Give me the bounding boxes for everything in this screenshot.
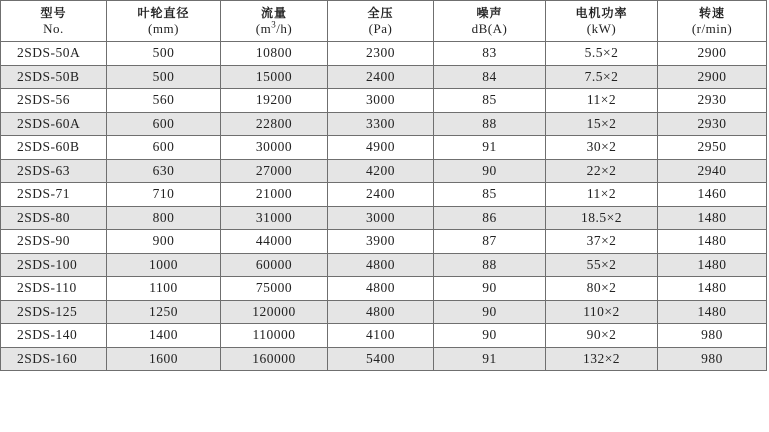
cell-model: 2SDS-63 [1, 159, 107, 183]
cell-impeller-diameter: 600 [107, 112, 221, 136]
cell-noise: 83 [434, 42, 546, 66]
cell-total-pressure: 2400 [328, 65, 434, 89]
cell-motor-power: 18.5×2 [546, 206, 658, 230]
cell-flow: 160000 [221, 347, 328, 371]
header-noise [434, 1, 546, 42]
cell-impeller-diameter: 710 [107, 183, 221, 207]
table-row [1, 89, 767, 113]
cell-flow: 31000 [221, 206, 328, 230]
cell-flow: 30000 [221, 136, 328, 160]
cell-noise: 91 [434, 136, 546, 160]
cell-noise: 84 [434, 65, 546, 89]
cell-motor-power: 22×2 [546, 159, 658, 183]
header-speed [658, 1, 767, 42]
cell-motor-power: 55×2 [546, 253, 658, 277]
cell-flow: 27000 [221, 159, 328, 183]
cell-speed: 2950 [658, 136, 767, 160]
cell-noise: 90 [434, 300, 546, 324]
cell-model: 2SDS-90 [1, 230, 107, 254]
header-speed-zh: 转速 [698, 6, 725, 20]
cell-impeller-diameter: 1400 [107, 324, 221, 348]
header-noise-zh: 噪声 [476, 6, 503, 20]
cell-impeller-diameter: 630 [107, 159, 221, 183]
header-motor-power-unit: (kW) [586, 21, 617, 36]
cell-flow: 44000 [221, 230, 328, 254]
cell-speed: 1480 [658, 206, 767, 230]
table-row [1, 277, 767, 301]
cell-motor-power: 90×2 [546, 324, 658, 348]
cell-flow: 60000 [221, 253, 328, 277]
header-impeller-diameter-zh: 叶轮直径 [137, 6, 190, 20]
cell-motor-power: 110×2 [546, 300, 658, 324]
cell-speed: 1460 [658, 183, 767, 207]
cell-impeller-diameter: 1100 [107, 277, 221, 301]
table-row [1, 300, 767, 324]
header-noise-unit: dB(A) [471, 21, 508, 36]
cell-total-pressure: 2300 [328, 42, 434, 66]
cell-impeller-diameter: 500 [107, 65, 221, 89]
cell-speed: 2900 [658, 42, 767, 66]
header-motor-power-zh: 电机功率 [575, 6, 628, 20]
cell-total-pressure: 4200 [328, 159, 434, 183]
table-row [1, 253, 767, 277]
cell-model: 2SDS-50B [1, 65, 107, 89]
cell-total-pressure: 4800 [328, 253, 434, 277]
cell-total-pressure: 4800 [328, 277, 434, 301]
table-row [1, 183, 767, 207]
cell-noise: 86 [434, 206, 546, 230]
header-model-zh: 型号 [40, 6, 67, 20]
cell-impeller-diameter: 560 [107, 89, 221, 113]
header-impeller-diameter-unit: (mm) [148, 21, 179, 36]
cell-flow: 75000 [221, 277, 328, 301]
cell-total-pressure: 3000 [328, 206, 434, 230]
header-total-pressure-zh: 全压 [367, 6, 394, 20]
cell-flow: 10800 [221, 42, 328, 66]
cell-impeller-diameter: 500 [107, 42, 221, 66]
cell-impeller-diameter: 800 [107, 206, 221, 230]
table-row [1, 324, 767, 348]
cell-noise: 90 [434, 324, 546, 348]
table-row [1, 136, 767, 160]
cell-total-pressure: 2400 [328, 183, 434, 207]
cell-model: 2SDS-71 [1, 183, 107, 207]
cell-motor-power: 11×2 [546, 183, 658, 207]
cell-total-pressure: 3900 [328, 230, 434, 254]
cell-total-pressure: 5400 [328, 347, 434, 371]
header-model [1, 1, 107, 42]
header-flow [221, 1, 328, 42]
header-total-pressure-unit: (Pa) [368, 21, 393, 36]
cell-noise: 88 [434, 253, 546, 277]
cell-speed: 980 [658, 347, 767, 371]
cell-model: 2SDS-140 [1, 324, 107, 348]
cell-noise: 87 [434, 230, 546, 254]
cell-speed: 2900 [658, 65, 767, 89]
cell-model: 2SDS-80 [1, 206, 107, 230]
cell-model: 2SDS-50A [1, 42, 107, 66]
cell-motor-power: 15×2 [546, 112, 658, 136]
header-motor-power [546, 1, 658, 42]
cell-speed: 2940 [658, 159, 767, 183]
table-row [1, 112, 767, 136]
cell-speed: 2930 [658, 112, 767, 136]
cell-total-pressure: 3000 [328, 89, 434, 113]
table-header-row [1, 1, 767, 42]
cell-flow: 120000 [221, 300, 328, 324]
cell-model: 2SDS-60A [1, 112, 107, 136]
table-row [1, 159, 767, 183]
header-speed-unit: (r/min) [691, 21, 733, 36]
cell-speed: 1480 [658, 230, 767, 254]
table-row [1, 230, 767, 254]
cell-total-pressure: 4100 [328, 324, 434, 348]
cell-motor-power: 5.5×2 [546, 42, 658, 66]
header-model-en: No. [43, 21, 64, 36]
header-total-pressure [328, 1, 434, 42]
cell-flow: 110000 [221, 324, 328, 348]
cell-model: 2SDS-110 [1, 277, 107, 301]
cell-model: 2SDS-160 [1, 347, 107, 371]
cell-impeller-diameter: 1000 [107, 253, 221, 277]
cell-motor-power: 80×2 [546, 277, 658, 301]
header-flow-unit-sup: 3 [271, 19, 277, 30]
cell-impeller-diameter: 1250 [107, 300, 221, 324]
cell-flow: 21000 [221, 183, 328, 207]
cell-model: 2SDS-60B [1, 136, 107, 160]
cell-noise: 91 [434, 347, 546, 371]
header-flow-unit [221, 21, 327, 37]
header-flow-zh: 流量 [260, 6, 287, 20]
cell-motor-power: 132×2 [546, 347, 658, 371]
cell-speed: 1480 [658, 253, 767, 277]
cell-total-pressure: 3300 [328, 112, 434, 136]
cell-motor-power: 30×2 [546, 136, 658, 160]
cell-flow: 19200 [221, 89, 328, 113]
cell-impeller-diameter: 1600 [107, 347, 221, 371]
cell-noise: 85 [434, 183, 546, 207]
cell-noise: 88 [434, 112, 546, 136]
cell-impeller-diameter: 600 [107, 136, 221, 160]
cell-speed: 1480 [658, 277, 767, 301]
cell-flow: 15000 [221, 65, 328, 89]
cell-motor-power: 7.5×2 [546, 65, 658, 89]
table-row [1, 347, 767, 371]
cell-total-pressure: 4900 [328, 136, 434, 160]
cell-motor-power: 11×2 [546, 89, 658, 113]
cell-speed: 1480 [658, 300, 767, 324]
cell-flow: 22800 [221, 112, 328, 136]
table-row [1, 65, 767, 89]
cell-model: 2SDS-56 [1, 89, 107, 113]
cell-speed: 2930 [658, 89, 767, 113]
cell-motor-power: 37×2 [546, 230, 658, 254]
header-flow-unit-pre: (m [255, 21, 272, 36]
header-flow-unit-post: /h) [276, 21, 293, 36]
cell-speed: 980 [658, 324, 767, 348]
table-body [1, 42, 767, 371]
cell-model: 2SDS-100 [1, 253, 107, 277]
table-row [1, 206, 767, 230]
cell-noise: 90 [434, 159, 546, 183]
cell-noise: 90 [434, 277, 546, 301]
table-row [1, 42, 767, 66]
cell-impeller-diameter: 900 [107, 230, 221, 254]
header-impeller-diameter [107, 1, 221, 42]
cell-model: 2SDS-125 [1, 300, 107, 324]
cell-total-pressure: 4800 [328, 300, 434, 324]
cell-noise: 85 [434, 89, 546, 113]
